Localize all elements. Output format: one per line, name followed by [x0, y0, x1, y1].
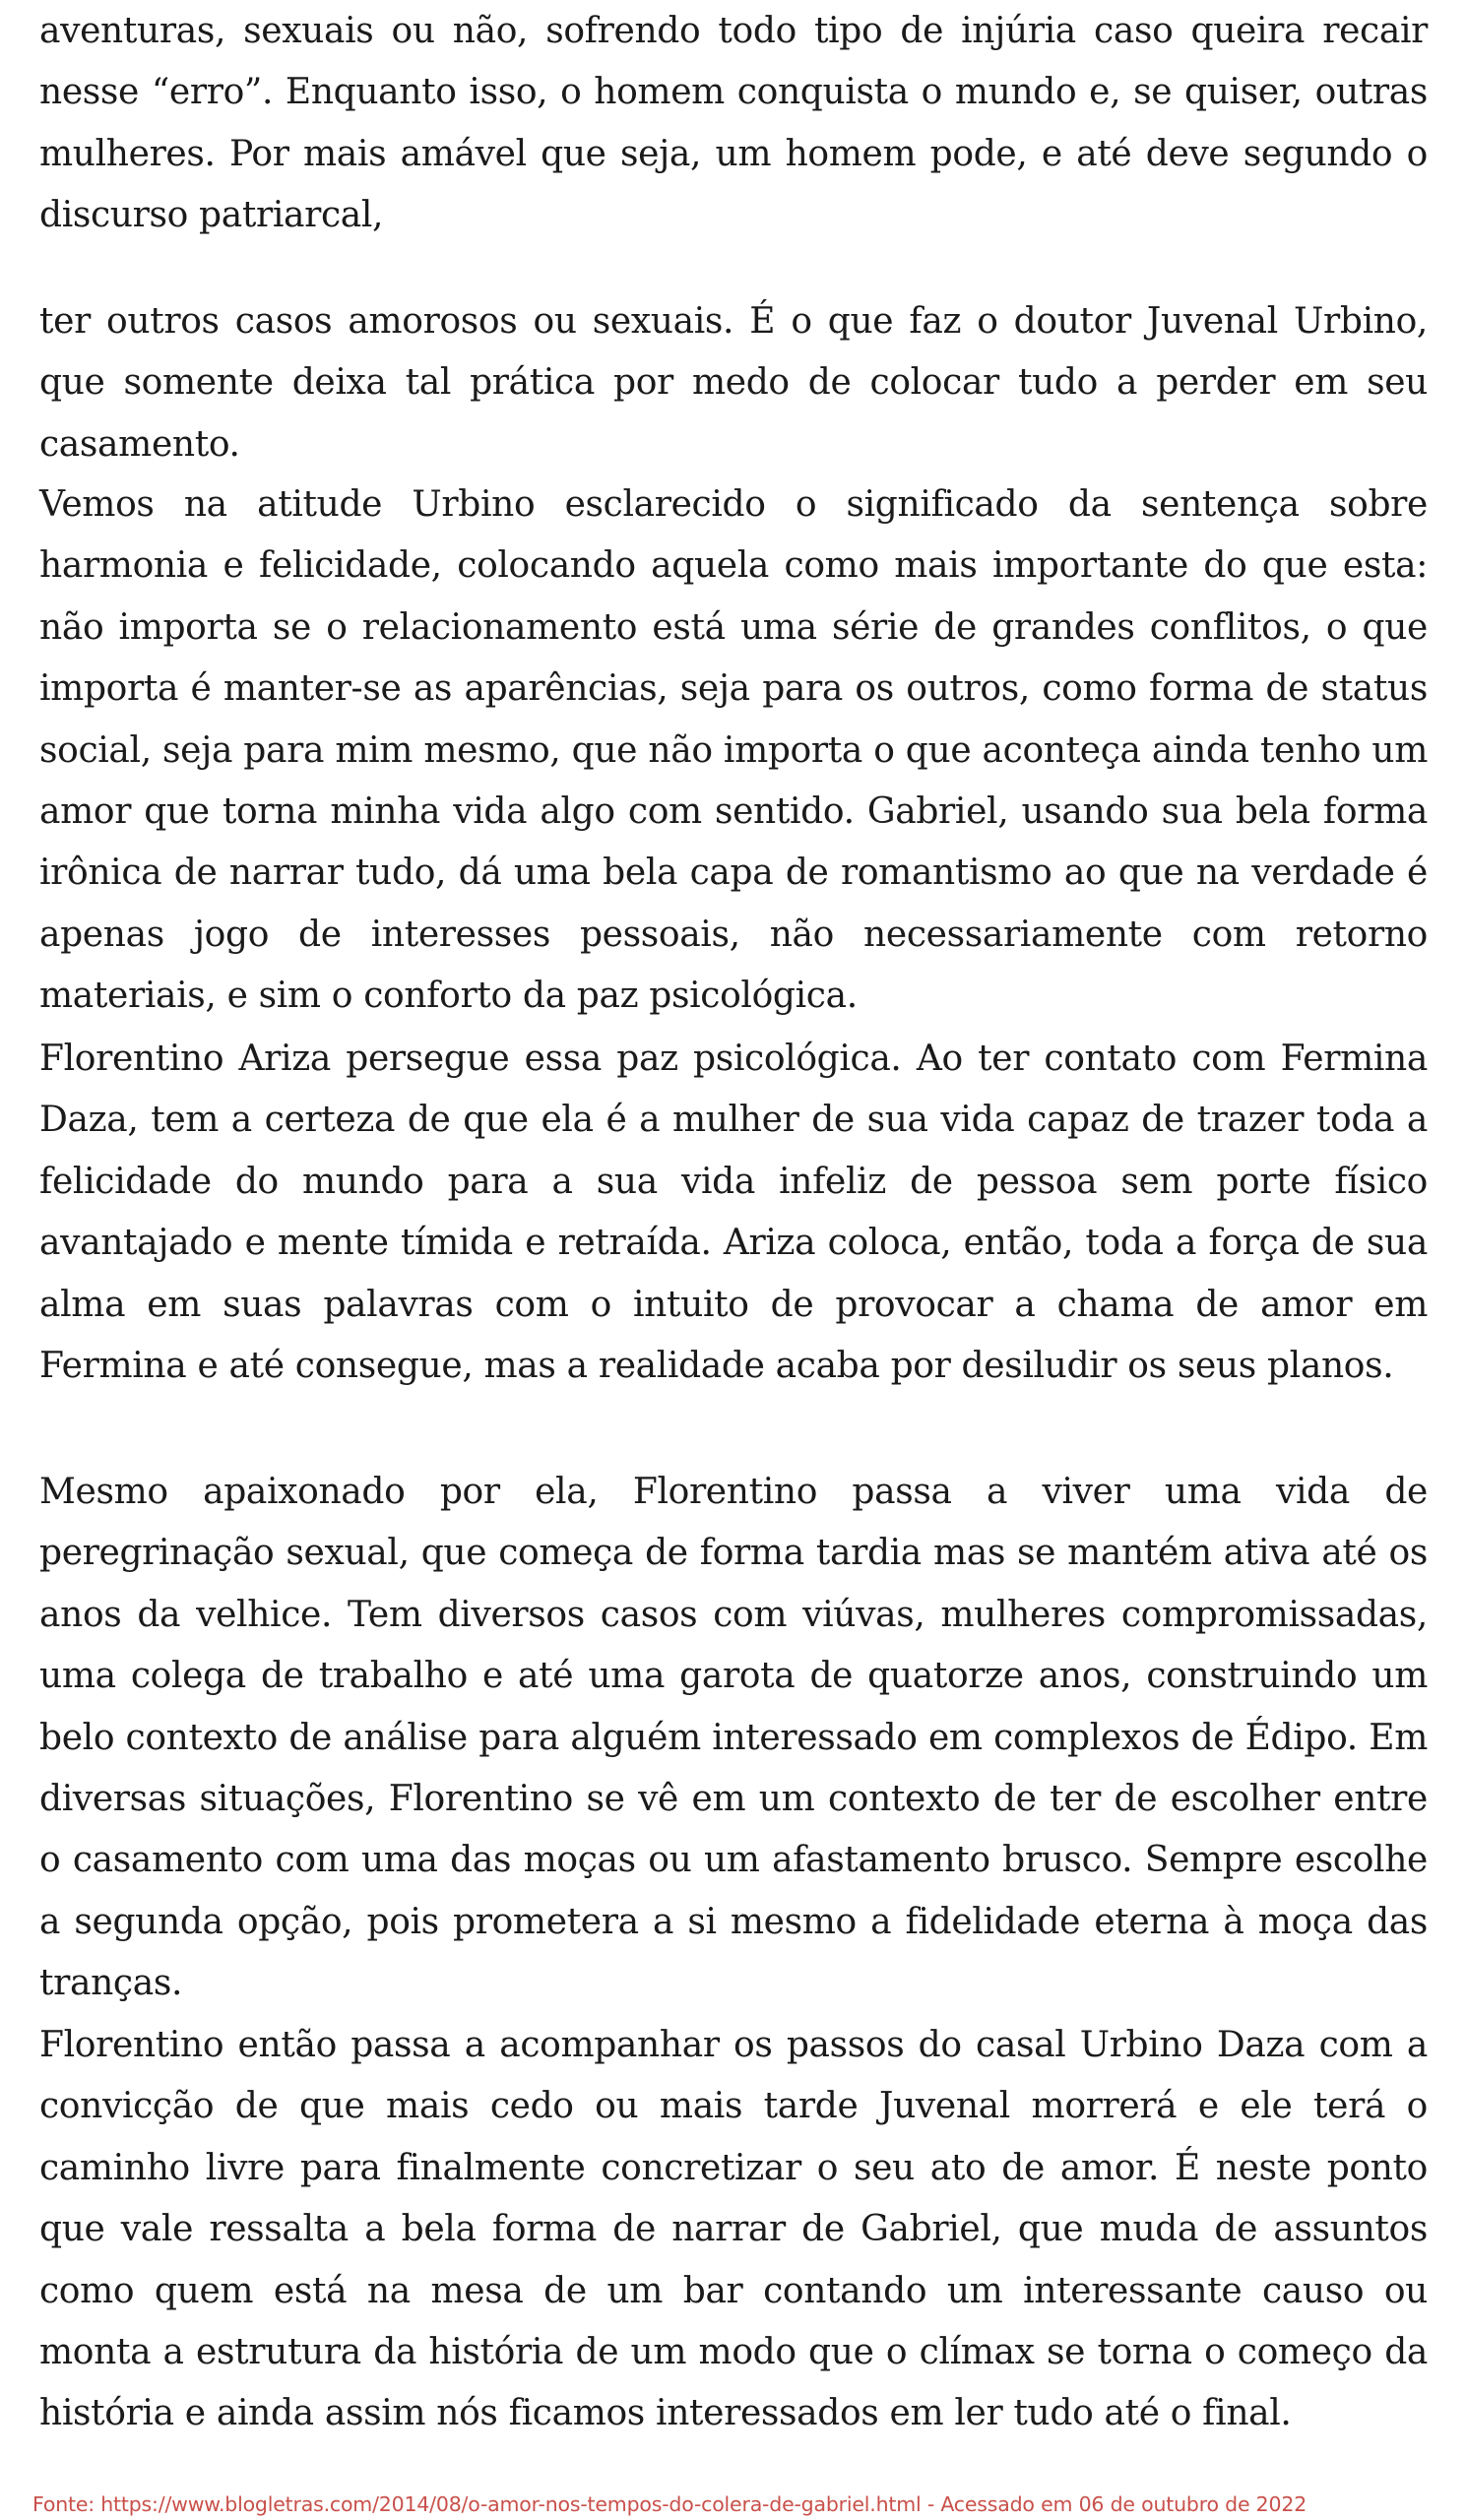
paragraph-sexual-pilgrimage: Mesmo apaixonado por ela, Florentino passa a viver uma vida de peregrinação sexual, que começa de forma tardia mas se mantém ativa até os anos da velhice. Tem diversos casos com viúvas, mulheres compromissadas, uma colega de trabalho e até uma garota de quatorze anos, construindo um belo contexto de análise para alguém interessado em complexos de Édipo. Em diversas situações, Florentino se vê em um contexto de ter de escolher entre o casamento com uma das moças ou um afastamento brusco. Sempre escolhe a segunda opção, pois prometera a si mesmo a fidelidade eterna à moça das tranças. [39, 1472, 1428, 2004]
paragraph-harmony-happiness: Vemos na atitude Urbino esclarecido o significado da sentença sobre harmonia e felicidade, colocando aquela como mais importante do que esta: não importa se o relacionamento está uma série de grandes conflitos, o que importa é manter-se as aparências, seja para os outros, como forma de status social, seja para mim mesmo, que não importa o que aconteça ainda tenho um amor que torna minha vida algo com sentido. Gabriel, usando sua bela forma irônica de narrar tudo, dá uma bela capa de romantismo ao que na verdade é apenas jogo de interesses pessoais, não necessariamente com retorno materiais, e sim o conforto da paz psicológica. [39, 484, 1428, 1017]
paragraph-continuation: aventuras, sexuais ou não, sofrendo todo tipo de injúria caso queira recair nesse “erro”. Enquanto isso, o homem conquista o mundo e, se quiser, outras mulheres. Por mais amável que seja, um homem pode, e até deve segundo o discurso patriarcal, [39, 11, 1428, 236]
paragraph-urbino-affairs: ter outros casos amorosos ou sexuais. É o que faz o doutor Juvenal Urbino, que somente deixa tal prática por medo de colocar tudo a perder em seu casamento. [39, 301, 1428, 465]
paragraph-florentino-peace: Florentino Ariza persegue essa paz psicológica. Ao ter contato com Fermina Daza, tem a certeza de que ela é a mulher de sua vida capaz de trazer toda a felicidade do mundo para a sua vida infeliz de pessoa sem porte físico avantajado e mente tímida e retraída. Ariza coloca, então, toda a força de sua alma em suas palavras com o intuito de provocar a chama de amor em Fermina e até consegue, mas a realidade acaba por desiludir os seus planos. [39, 1039, 1428, 1387]
paragraph-narrative-form: Florentino então passa a acompanhar os passos do casal Urbino Daza com a convicção de que mais cedo ou mais tarde Juvenal morrerá e ele terá o caminho livre para finalmente concretizar o seu ato de amor. É neste ponto que vale ressalta a bela forma de narrar de Gabriel, que muda de assuntos como quem está na mesa de um bar contando um interessante causo ou monta a estrutura da história de um modo que o clímax se torna o começo da história e ainda assim nós ficamos interessados em ler tudo até o final. [39, 2025, 1428, 2434]
source-citation: Fonte: https://www.blogletras.com/2014/08/o-amor-nos-tempos-do-colera-de-gabriel.html - Acessado em 06 de outubro de 2022 [32, 2492, 1307, 2516]
